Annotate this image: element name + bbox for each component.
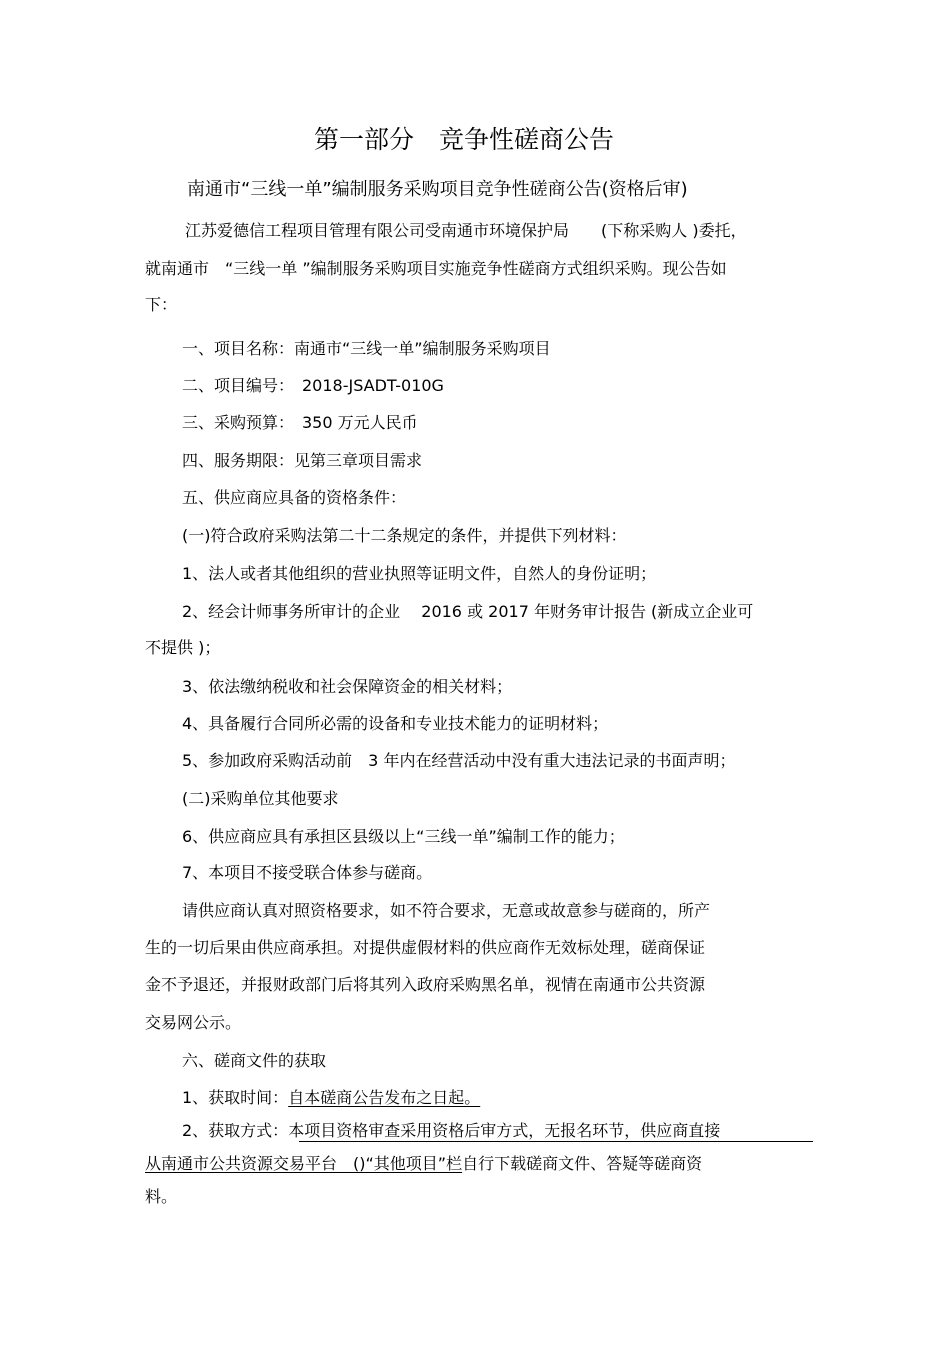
acquisition-time-label: 1、获取时间： bbox=[182, 1088, 289, 1107]
acquisition-method-value: 本项目资格审查采用资格后审方式，无报名环节，供应商直接 bbox=[288, 1121, 721, 1140]
section-6-heading: 六、磋商文件的获取 bbox=[182, 1051, 327, 1070]
service-period: 四、服务期限：见第三章项目需求 bbox=[182, 451, 423, 470]
notice-line-3: 金不予退还，并报财政部门后将其列入政府采购黑名单，视情在南通市公共资源 bbox=[145, 975, 706, 994]
page-title: 第一部分 竞争性磋商公告 bbox=[314, 125, 615, 154]
underline-rule bbox=[299, 1141, 813, 1142]
acquisition-time bbox=[182, 1087, 480, 1109]
qualification-2-line-2: 不提供 )； bbox=[145, 638, 221, 657]
acquisition-method-line-3: 料。 bbox=[145, 1187, 178, 1206]
qualification-7: 7、本项目不接受联合体参与磋商。 bbox=[182, 863, 433, 882]
project-name: 一、项目名称：南通市“三线一单”编制服务采购项目 bbox=[182, 339, 551, 358]
intro-line-2: 就南通市 “三线一单 ”编制服务采购项目实施竞争性磋商方式组织采购。现公告如 bbox=[145, 259, 727, 278]
notice-line-1: 请供应商认真对照资格要求，如不符合要求，无意或故意参与磋商的，所产 bbox=[182, 901, 711, 920]
qualification-3: 3、依法缴纳税收和社会保障资金的相关材料； bbox=[182, 677, 513, 696]
qualification-5: 5、参加政府采购活动前 3 年内在经营活动中没有重大违法记录的书面声明； bbox=[182, 751, 736, 770]
project-budget: 三、采购预算： 350 万元人民币 bbox=[182, 413, 418, 432]
qualification-sub-1: (一)符合政府采购法第二十二条规定的条件，并提供下列材料： bbox=[182, 526, 627, 545]
acquisition-time-value: 自本磋商公告发布之日起。 bbox=[288, 1088, 481, 1107]
intro-line-3: 下： bbox=[145, 295, 178, 314]
qualification-1: 1、法人或者其他组织的营业执照等证明文件，自然人的身份证明； bbox=[182, 564, 657, 583]
acquisition-method-label: 2、获取方式： bbox=[182, 1121, 289, 1140]
acquisition-method-line-2 bbox=[145, 1153, 702, 1175]
qualification-2-line-1: 2、经会计师事务所审计的企业 2016 或 2017 年财务审计报告 (新成立企业可 bbox=[182, 602, 754, 621]
qualification-heading: 五、供应商应具备的资格条件： bbox=[182, 488, 407, 507]
qualification-4: 4、具备履行合同所必需的设备和专业技术能力的证明材料； bbox=[182, 714, 609, 733]
qualification-sub-2: (二)采购单位其他要求 bbox=[182, 789, 339, 808]
intro-line-1: 江苏爱德信工程项目管理有限公司受南通市环境保护局 (下称采购人 )委托， bbox=[185, 221, 747, 240]
acquisition-method bbox=[182, 1120, 720, 1142]
notice-line-2: 生的一切后果由供应商承担。对提供虚假材料的供应商作无效标处理，磋商保证 bbox=[145, 938, 706, 957]
notice-line-4: 交易网公示。 bbox=[145, 1013, 242, 1032]
project-number: 二、项目编号： 2018-JSADT-010G bbox=[182, 376, 444, 395]
download-instructions: 自行下载磋商文件、答疑等磋商资 bbox=[462, 1154, 703, 1173]
qualification-6: 6、供应商应具有承担区县级以上“三线一单”编制工作的能力； bbox=[182, 827, 625, 846]
platform-reference: 从南通市公共资源交易平台 ()“其他项目”栏 bbox=[145, 1154, 463, 1173]
announcement-subtitle: 南通市“三线一单”编制服务采购项目竞争性磋商公告(资格后审) bbox=[187, 179, 688, 200]
